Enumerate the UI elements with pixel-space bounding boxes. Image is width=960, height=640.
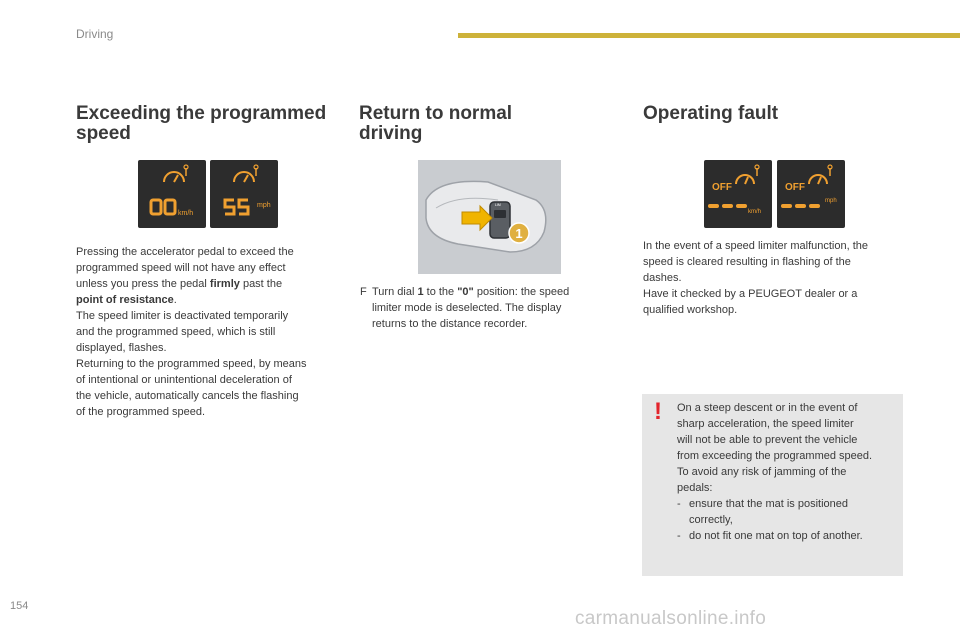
exceeding-title-line1: Exceeding the programmed: [76, 103, 327, 124]
fault-display-kmh: [704, 160, 772, 228]
return-title-line1: Return to normal: [359, 103, 513, 124]
speedometer-icon: [164, 165, 188, 182]
dash-segment: [708, 204, 719, 208]
watermark: carmanualsonline.info: [575, 608, 767, 629]
speed-digit: [239, 200, 248, 214]
return-title: [359, 104, 512, 144]
warning-icon: !: [654, 398, 662, 425]
stalk-illustration: [418, 160, 561, 274]
dash-segment: [795, 204, 806, 208]
off-label: OFF: [785, 182, 805, 193]
dial-number-label: 1: [515, 226, 523, 241]
section-label: Driving: [76, 27, 114, 41]
fault-title: Operating fault: [643, 103, 779, 124]
unit-label: km/h: [748, 209, 762, 215]
speedometer-icon: [736, 165, 759, 184]
svg-text:LIM: LIM: [495, 203, 501, 207]
speed-digit: [151, 200, 161, 214]
dash-segment: [781, 204, 792, 208]
header-accent-bar: [458, 33, 960, 38]
exceeding-title-line2: speed: [76, 123, 131, 144]
unit-label: mph: [825, 198, 837, 204]
speedometer-icon: [809, 165, 832, 184]
dash-bullet: -: [677, 530, 681, 542]
unit-label: mph: [257, 202, 271, 209]
dash-bullet: -: [677, 498, 681, 510]
exceeding-body: Pressing the accelerator pedal to exceed the programmed speed will not have any effect unless you press the pedal firmly past the point of resistance. The speed limiter is deactivated temporarily and the programmed speed, which is still displayed, flashes. Returning to the programmed speed, by means of intentional or unintentional deceleration of the vehicle, automatically cancels the flashing of the programmed speed.: [76, 246, 307, 418]
return-body: F Turn dial 1 to the "0" position: the speed limiter mode is deselected. The display returns to the distance recorder.: [360, 286, 570, 330]
speed-display-mph: [210, 160, 278, 228]
warning-text: On a steep descent or in the event of sharp acceleration, the speed limiter will not be able to prevent the vehicle from exceeding the programmed speed. To avoid any risk of jamming of the pedals: - ensure that the mat is positioned correctly, - do not fit one mat on top of another.: [677, 402, 873, 542]
speed-digit: [165, 200, 175, 214]
unit-label: km/h: [178, 210, 194, 217]
speedometer-icon: [234, 165, 258, 182]
fault-body: In the event of a speed limiter malfunction, the speed is cleared resulting in flashing of the dashes. Have it checked by a PEUGEOT dealer or a qualified workshop.: [643, 240, 869, 316]
speed-digit: [225, 200, 234, 214]
dash-segment: [809, 204, 820, 208]
dial-icon: [490, 202, 510, 238]
dash-segment: [722, 204, 733, 208]
bullet-icon: F: [360, 286, 367, 298]
page-number: 154: [10, 600, 29, 612]
return-title-line2: driving: [359, 123, 423, 144]
fault-display-mph: [777, 160, 845, 228]
dash-segment: [736, 204, 747, 208]
off-label: OFF: [712, 182, 732, 193]
speed-display-kmh: [138, 160, 206, 228]
exceeding-title: [76, 104, 326, 144]
